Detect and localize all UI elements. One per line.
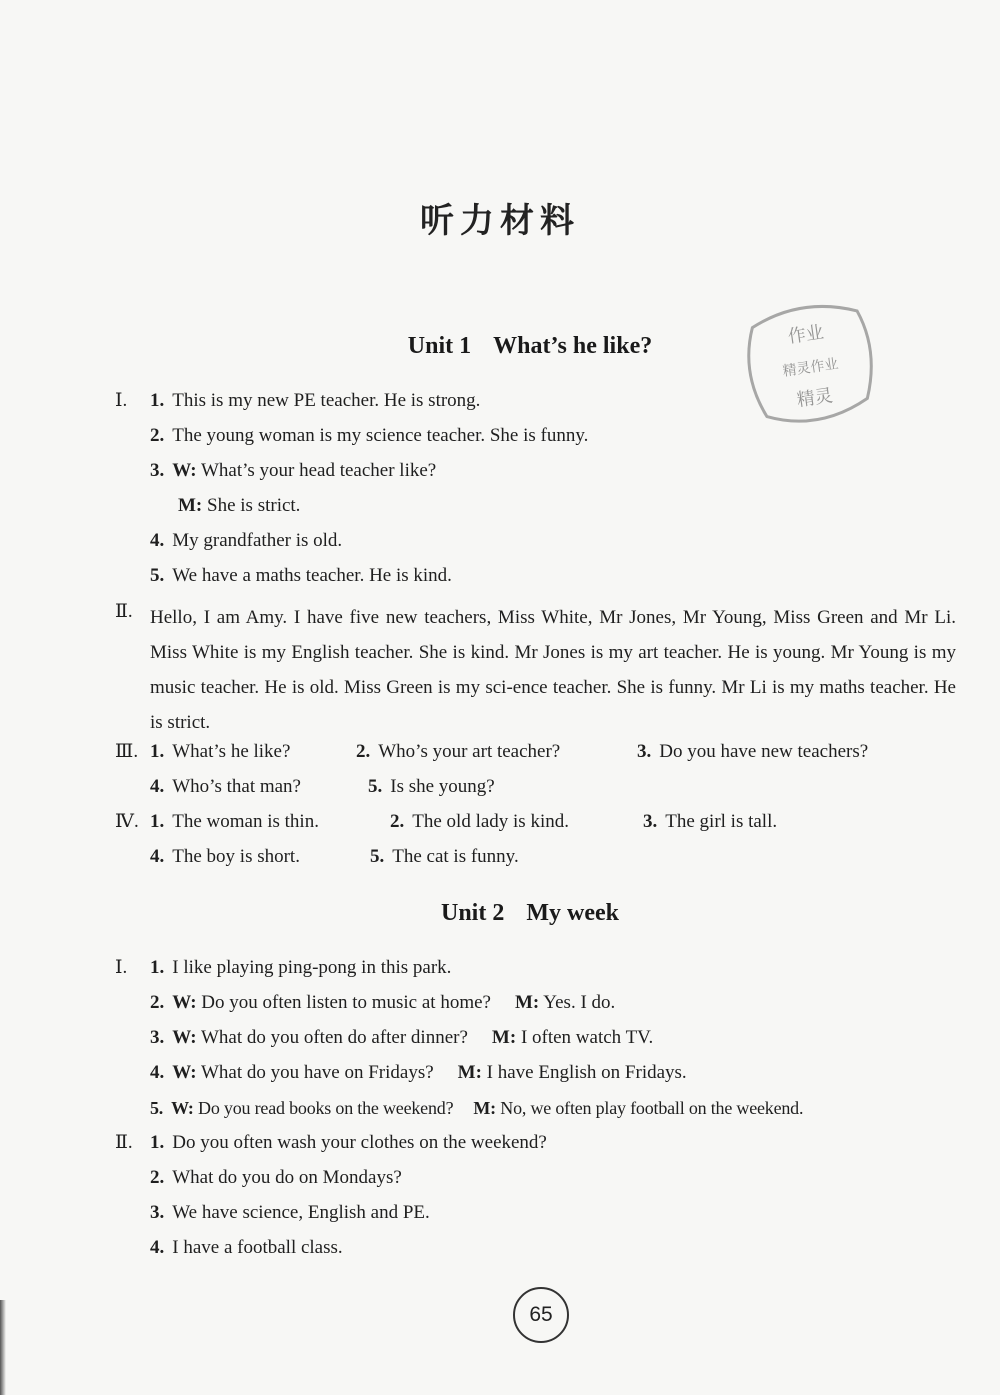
item-text: We have science, English and PE. [172,1202,430,1223]
list-item [150,529,342,553]
item-text: My grandfather is old. [172,530,343,551]
list-item [643,810,777,834]
list-item [150,991,615,1015]
item-text: Who’s that man? [172,776,301,797]
item-number: 3. [643,811,658,832]
svg-text:精灵: 精灵 [795,385,835,412]
list-item [150,1236,343,1260]
item-number: 1. [150,741,165,762]
item-number: 5. [370,846,385,867]
item-number: 3. [150,460,165,481]
section-label: Ⅲ. [115,741,139,762]
unit2-title-name: My week [526,900,619,926]
item-text: The woman is thin. [172,811,319,832]
item-number: 4. [150,846,165,867]
list-item [390,810,569,834]
unit2-title [0,900,1000,927]
list-item [368,775,495,799]
list-item [150,459,436,483]
speaker-label: W: [172,1027,197,1048]
section-label: Ⅰ. [115,957,128,978]
item-text: Who’s your art teacher? [378,741,561,762]
svg-text:精灵作业: 精灵作业 [781,356,840,380]
item-number: 5. [368,776,383,797]
list-item [150,740,290,764]
item-number: 2. [150,992,165,1013]
item-number: 4. [150,530,165,551]
item-number: 2. [150,1167,165,1188]
item-text: The girl is tall. [665,811,778,832]
item-text: Is she young? [390,776,495,797]
list-item [370,845,519,869]
page-number: 65 [513,1287,569,1343]
item-text: Do you read books on the weekend? [198,1098,454,1118]
list-item [356,740,560,764]
item-text: The cat is funny. [392,846,519,867]
item-number: 3. [150,1027,165,1048]
item-number: 4. [150,1062,165,1083]
item-number: 1. [150,957,165,978]
unit2-title-number: Unit 2 [441,900,505,926]
list-item [178,494,300,518]
speaker-label: M: [473,1098,496,1118]
item-text: Do you often wash your clothes on the weekend? [172,1132,547,1153]
svg-text:作业: 作业 [786,321,826,348]
item-text: What do you have on Fridays? [200,1062,434,1083]
item-text: Do you have new teachers? [659,741,869,762]
item-text: I like playing ping-pong in this park. [172,957,452,978]
item-number: 5. [150,1098,164,1118]
speaker-label: M: [514,992,540,1013]
item-text: She is strict. [207,495,301,516]
page-edge-shadow [0,1300,6,1395]
item-number: 2. [356,741,371,762]
item-text: Do you often listen to music at home? [201,992,491,1013]
page-title: 听力材料 [420,201,580,241]
item-text: I often watch TV. [520,1027,654,1048]
list-item [150,956,451,980]
item-text: The old lady is kind. [412,811,569,832]
unit1-title [0,333,1000,360]
list-item [150,1201,430,1225]
item-number: 1. [150,390,165,411]
list-item [150,1061,687,1085]
speaker-label: M: [457,1062,482,1083]
item-text: We have a maths teacher. He is kind. [172,565,452,586]
speaker-label: W: [172,992,197,1013]
list-item [637,740,868,764]
section-label: Ⅰ. [115,390,128,411]
speaker-label: M: [491,1027,517,1048]
section-label: Ⅳ. [115,811,139,832]
item-text: What’s your head teacher like? [200,460,437,481]
item-number: 5. [150,565,165,586]
item-number: 4. [150,1237,165,1258]
section-label: Ⅱ. [115,601,133,622]
list-item [150,564,452,588]
item-number: 3. [150,1202,165,1223]
item-text: I have a football class. [172,1237,343,1258]
item-text: The young woman is my science teacher. She is funny. [172,425,589,446]
item-text: This is my new PE teacher. He is strong. [172,390,481,411]
section-label: Ⅱ. [115,1132,133,1153]
item-number: 4. [150,776,165,797]
item-text: The boy is short. [172,846,300,867]
passage-text: Hello, I am Amy. I have five new teachers, Miss White, Mr Jones, Mr Young, Miss Green and Mr Li. Miss White is my English teacher. She is kind. Mr Jones is my art teacher. He is young. Mr Young is my music teacher. He is old. Miss Green is my sci-ence teacher. She is funny. Mr Li is my maths teacher. He is strict. [150,607,956,733]
item-number: 3. [637,741,652,762]
item-number: 1. [150,811,165,832]
item-text: What do you often do after dinner? [200,1027,468,1048]
item-text: What’s he like? [172,741,291,762]
list-item [150,845,300,869]
item-number: 2. [390,811,405,832]
list-item [150,389,480,413]
unit1-title-name: What’s he like? [493,333,653,359]
item-text: No, we often play football on the weekend. [500,1098,804,1118]
list-item [150,1026,653,1050]
speaker-label: W: [171,1098,194,1118]
speaker-label: M: [178,495,203,516]
list-item [150,775,301,799]
list-item [150,1131,547,1155]
speaker-label: W: [172,460,197,481]
list-item [150,1166,402,1190]
unit1-title-number: Unit 1 [407,333,472,359]
list-item [150,810,319,834]
item-number: 2. [150,425,165,446]
item-text: What do you do on Mondays? [172,1167,402,1188]
watermark-stamp [732,291,888,437]
item-text: I have English on Fridays. [486,1062,687,1083]
item-number: 1. [150,1132,165,1153]
list-item [150,424,588,448]
speaker-label: W: [172,1062,197,1083]
item-text: Yes. I do. [543,992,616,1013]
list-item [150,1096,803,1120]
